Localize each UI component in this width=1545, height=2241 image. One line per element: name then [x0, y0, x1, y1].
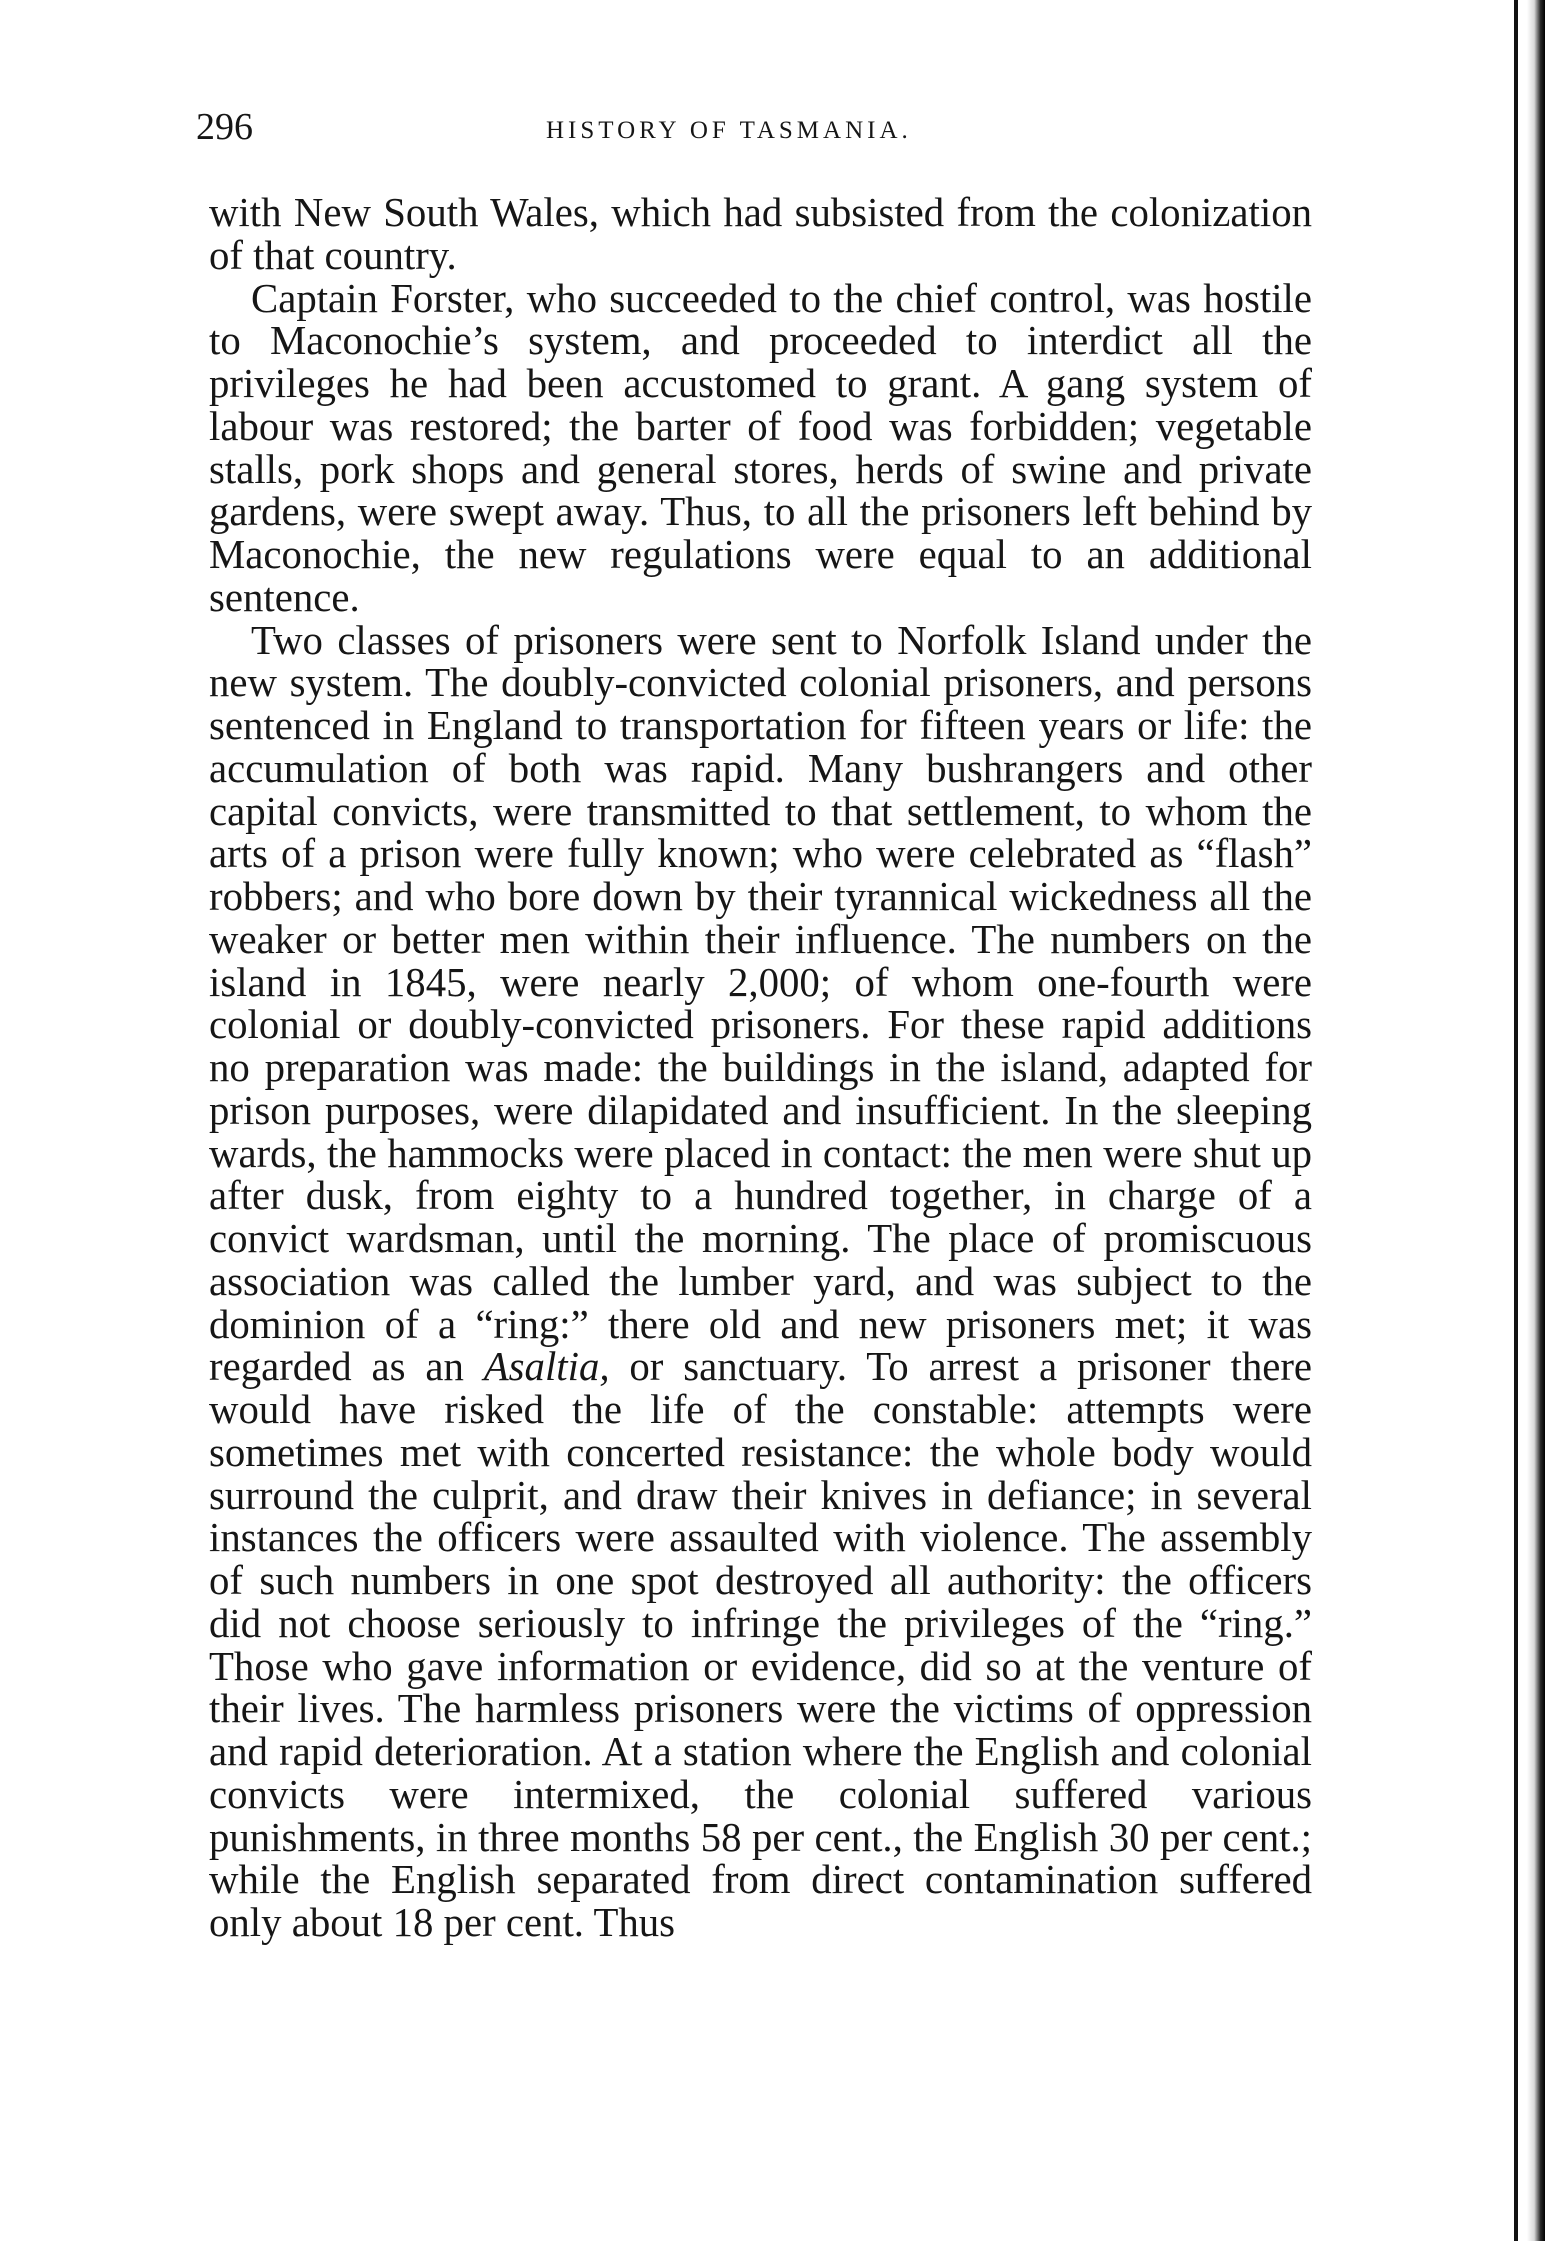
binding-edge-line: [1514, 0, 1518, 2241]
paragraph-3: [209, 617, 1313, 1945]
paragraph-2: Captain Forster, who succeeded to the chief control, was hostile to Maconochie’s system, and proceeded to interdict all the privileges he had been accustomed to grant. A gang system of labour was restored; the barter of food was forbidden; vegetable stalls, pork shops and general stores, herds of swine and private gardens, were swept away. Thus, to all the prisoners left behind by Maconochie, the new regulations were equal to an additional sentence.: [209, 275, 1312, 620]
running-head: HISTORY OF TASMANIA.: [546, 117, 912, 144]
page-header: [196, 105, 1316, 153]
paragraph-1: with New South Wales, which had subsisted from the colonization of that country.: [209, 190, 1312, 278]
page-number: 296: [196, 106, 253, 148]
paragraph-3-text-b: or sanctuary. To arrest a prisoner there would have risked the life of the constable: attempts were sometimes met with concerted resistance: the whole body would surround the culprit, and draw their knives in defiance; in several instances the officers were assaulted with violence. The assembly of such numbers in one spot destroyed all authority: the officers did not choose seriously to infringe the privileges of the “ring.” Those who gave information or evidence, did so at the venture of their lives. The harmless prisoners were the victims of oppression and rapid deterioration. At a station where the English and colonial convicts were intermixed, the colonial suffered various punishments, in three months 58 per cent., the English 30 per cent.; while the English separated from direct contamination suffered only about 18 per cent. Thus: [209, 1344, 1313, 1945]
italic-term: Asaltia,: [483, 1344, 610, 1390]
paragraph-3-text-a: Two classes of prisoners were sent to Norfolk Island under the new system. The doubly-convicted colonial prisoners, and persons sentenced in England to transportation for fifteen years or life: the accumulation of both was rapid. Many bushrangers and other capital convicts, were transmitted to that settlement, to whom the arts of a prison were fully known; who were celebrated as “flash” robbers; and who bore down by their tyrannical wickedness all the weaker or better men within their influence. The numbers on the island in 1845, were nearly 2,000; of whom one-fourth were colonial or doubly-convicted prisoners. For these rapid additions no preparation was made: the buildings in the island, adapted for prison purposes, were dilapidated and insufficient. In the sleeping wards, the hammocks were placed in contact: the men were shut up after dusk, from eighty to a hundred together, in charge of a convict wardsman, until the morning. The place of promiscuous association was called the lumber yard, and was subject to the dominion of a “ring:” there old and new prisoners met; it was regarded as an: [209, 617, 1312, 1390]
body-text: [209, 192, 1312, 1945]
binding-edge-shadow: [1527, 0, 1545, 2241]
